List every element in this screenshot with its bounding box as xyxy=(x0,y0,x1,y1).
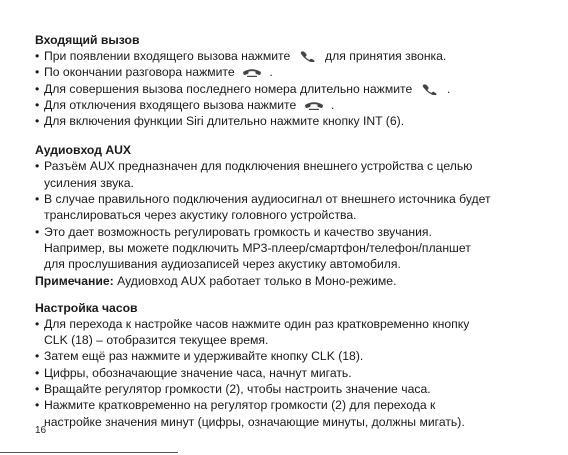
item-text: . xyxy=(331,97,335,112)
list-item xyxy=(35,381,555,397)
item-text: Для совершения вызова последнего номера длительно нажмите xyxy=(44,81,413,96)
bullet: • xyxy=(35,97,40,112)
bullet: • xyxy=(35,65,40,80)
note-text: Аудиовход AUX работает только в Моно-режиме. xyxy=(113,273,397,288)
section-clock-setup xyxy=(35,300,555,430)
item-line: CLK (18) – отобразится текущее время. xyxy=(44,333,269,348)
note-label: Примечание: xyxy=(35,273,114,288)
list-item xyxy=(35,81,555,97)
item-line: Разъём AUX предназначен для подключения внешнего устройства с целью xyxy=(44,159,473,174)
list-item xyxy=(35,348,555,364)
item-line: усиления звука. xyxy=(44,175,134,190)
item-line: Для перехода к настройке часов нажмите один раз кратковременно кнопку xyxy=(44,316,470,331)
list-item xyxy=(35,224,555,273)
section-heading: Аудиовход AUX xyxy=(35,143,132,158)
item-line: Нажмите кратковременно на регулятор громкости (2) для перехода к xyxy=(44,398,436,413)
section-heading: Настройка часов xyxy=(35,300,138,315)
phone-hangup-icon xyxy=(241,66,263,78)
note xyxy=(35,273,555,289)
list-item xyxy=(35,316,555,349)
manual-page xyxy=(35,32,555,430)
bullet: • xyxy=(35,398,40,413)
bullet: • xyxy=(35,114,40,129)
bullet-list xyxy=(35,48,555,129)
item-text: для принятия звонка. xyxy=(325,49,447,63)
item-line: Например, вы можете подключить MP3-плеер/смартфон/телефон/планшет xyxy=(44,240,471,255)
list-item xyxy=(35,48,555,64)
list-item xyxy=(35,113,555,129)
section-heading: Входящий вызов xyxy=(35,33,140,47)
item-text: При появлении входящего вызова нажмите xyxy=(44,49,291,63)
phone-hangup-icon xyxy=(303,99,325,111)
item-line: В случае правильного подключения аудиосигнал от внешнего источника будет xyxy=(44,192,491,207)
item-line: Затем ещё раз нажмите и удерживайте кнопку CLK (18). xyxy=(44,349,364,364)
section-aux-input xyxy=(35,142,555,288)
item-line: Это дает возможность регулировать громкость и качество звучания. xyxy=(44,224,432,239)
item-text: Для отключения входящего вызова нажмите xyxy=(44,97,297,112)
item-text: Для включения функции Siri длительно нажмите кнопку INT (6). xyxy=(44,114,405,129)
list-item xyxy=(35,158,555,191)
bullet: • xyxy=(35,81,40,96)
item-text: По окончании разговора нажмите xyxy=(44,65,235,80)
list-item xyxy=(35,97,555,113)
item-text: . xyxy=(447,81,451,96)
item-line: настройке значения минут (цифры, означающие минуты, должны мигать). xyxy=(44,414,465,429)
item-line: для прослушивания аудиозаписей через акустику автомобиля. xyxy=(44,257,401,272)
bullet: • xyxy=(35,224,40,239)
section-incoming-call xyxy=(35,32,555,129)
bullet: • xyxy=(35,365,40,380)
bullet: • xyxy=(35,159,40,174)
list-item xyxy=(35,365,555,381)
list-item xyxy=(35,191,555,224)
bullet-list xyxy=(35,158,555,272)
page-number: 16 xyxy=(35,425,47,436)
item-text: . xyxy=(269,65,273,80)
item-line: Цифры, обозначающие значение часа, начнут мигать. xyxy=(44,365,352,380)
list-item xyxy=(35,64,555,80)
bullet: • xyxy=(35,316,40,331)
bullet: • xyxy=(35,349,40,364)
bullet: • xyxy=(35,192,40,207)
footer-divider xyxy=(0,452,178,453)
phone-answer-icon xyxy=(297,50,319,62)
bullet: • xyxy=(35,49,40,63)
item-line: Вращайте регулятор громкости (2), чтобы настроить значение часа. xyxy=(44,382,431,397)
bullet-list xyxy=(35,316,555,430)
list-item xyxy=(35,397,555,430)
item-line: транслироваться через акустику головного устройства. xyxy=(44,208,357,223)
bullet: • xyxy=(35,382,40,397)
phone-answer-icon xyxy=(419,83,441,95)
